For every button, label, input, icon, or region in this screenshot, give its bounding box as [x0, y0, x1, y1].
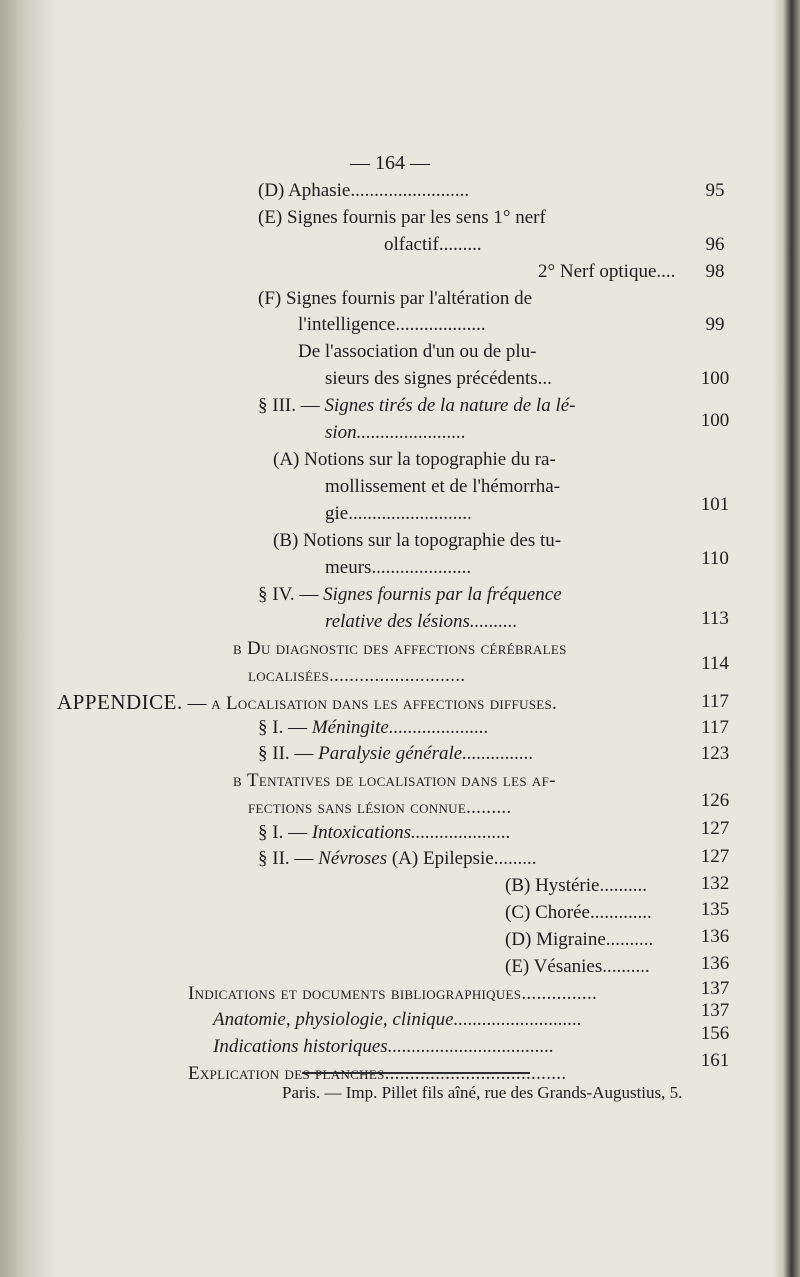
toc-entry-association-2: sieurs des signes précédents... [325, 368, 552, 389]
toc-entry-nerf-optique: 2° Nerf optique.... [538, 261, 676, 282]
section-4-label: § IV. — [258, 584, 324, 605]
appendice-dash: — [187, 693, 207, 714]
toc-entry-meningite: § I. — Méningite..................... [258, 717, 489, 738]
toc-page-intelligence: 99 [705, 314, 725, 335]
toc-entry-choree: (C) Chorée............. [505, 902, 652, 923]
toc-page-meningite: 117 [701, 717, 729, 738]
toc-entry-sion: sion....................... [325, 422, 466, 443]
section-3-label: § III. — [258, 395, 325, 416]
toc-page-tentatives: 126 [700, 790, 730, 811]
toc-entry-explication: Explication des planches.................................... [188, 1063, 567, 1084]
toc-entry-indications: Indications et documents bibliographiques............... [188, 983, 598, 1004]
toc-page-aphasie: 95 [705, 180, 725, 201]
appendice-label: APPENDICE. [57, 690, 183, 714]
toc-page-paralysie: 123 [700, 743, 730, 764]
toc-page-epilepsie: 127 [700, 846, 730, 867]
toc-page-nerf-optique: 98 [705, 261, 725, 282]
toc-entry-ramollissement-1: (A) Notions sur la topographie du ra- [273, 449, 556, 470]
toc-page-hysterie: 132 [700, 873, 730, 894]
toc-entry-hemorrhagie: gie.......................... [325, 503, 472, 524]
toc-page-tumeurs: 110 [701, 548, 729, 569]
toc-entry-tentatives-1: β Tentatives de localisation dans les af- [233, 770, 556, 791]
toc-page-sion: 100 [700, 410, 730, 431]
toc-page-explication: 161 [700, 1050, 730, 1071]
toc-page-indications: 137 [700, 978, 730, 999]
toc-entry-intoxications: § I. — Intoxications..................... [258, 822, 511, 843]
toc-entry-anatomie: Anatomie, physiologie, clinique........................... [213, 1009, 582, 1030]
toc-page-hemorrhagie: 101 [700, 494, 730, 515]
toc-entry-section-4 [258, 584, 562, 606]
toc-entry-intelligence: l'intelligence................... [298, 314, 486, 335]
toc-entry-diagnostic-2: localisées........................... [248, 665, 466, 686]
toc-entry-signes-sens: (E) Signes fournis par les sens 1° nerf [258, 207, 546, 228]
toc-entry-section-3 [258, 395, 575, 417]
footer-rule [302, 1072, 530, 1074]
toc-entry-migraine: (D) Migraine.......... [505, 929, 654, 950]
toc-entry-olfactif: olfactif......... [384, 234, 482, 255]
toc-page-migraine: 136 [700, 926, 730, 947]
printer-imprint: Paris. — Imp. Pillet fils aîné, rue des Grands-Augustius, 5. [282, 1083, 683, 1102]
toc-page-vesanies: 136 [700, 953, 730, 974]
toc-page-frequence: 113 [701, 608, 729, 629]
toc-entry-aphasie: (D) Aphasie......................... [258, 180, 470, 201]
toc-entry-vesanies: (E) Vésanies.......... [505, 956, 650, 977]
section-3-title: Signes tirés de la nature de la lé- [324, 395, 576, 416]
toc-page-historiques: 156 [700, 1023, 730, 1044]
toc-entry-appendice [57, 691, 557, 715]
appendice-title: α Localisation dans les affections diffuses. [211, 693, 558, 714]
toc-entry-historiques: Indications historiques................................... [213, 1036, 554, 1057]
toc-entry-nevroses: § II. — Névroses (A) Epilepsie......... [258, 848, 537, 869]
toc-page-appendice: 117 [701, 691, 729, 712]
toc-entry-tentatives-2: fections sans lésion connue......... [248, 797, 512, 818]
section-4-title: Signes fournis par la fréquence [323, 584, 562, 605]
page-number: — 164 — [350, 152, 430, 174]
toc-entry-paralysie: § II. — Paralysie générale............... [258, 743, 534, 764]
toc-page-anatomie: 137 [700, 1000, 730, 1021]
toc-page-association: 100 [700, 368, 730, 389]
toc-page-intoxications: 127 [700, 818, 730, 839]
toc-entry-ramollissement-2: mollissement et de l'hémorrha- [325, 476, 561, 497]
toc-page-diagnostic: 114 [701, 653, 729, 674]
toc-page-olfactif: 96 [705, 234, 725, 255]
toc-entry-association-1: De l'association d'un ou de plu- [298, 341, 537, 362]
toc-entry-alteration: (F) Signes fournis par l'altération de [258, 288, 533, 309]
toc-entry-tumeurs-1: (B) Notions sur la topographie des tu- [273, 530, 562, 551]
toc-page-choree: 135 [700, 899, 730, 920]
toc-entry-tumeurs-2: meurs..................... [325, 557, 472, 578]
toc-entry-diagnostic-1: β Du diagnostic des affections cérébrales [233, 638, 567, 659]
toc-entry-frequence: relative des lésions.......... [325, 611, 518, 632]
toc-entry-hysterie: (B) Hystérie.......... [505, 875, 647, 896]
